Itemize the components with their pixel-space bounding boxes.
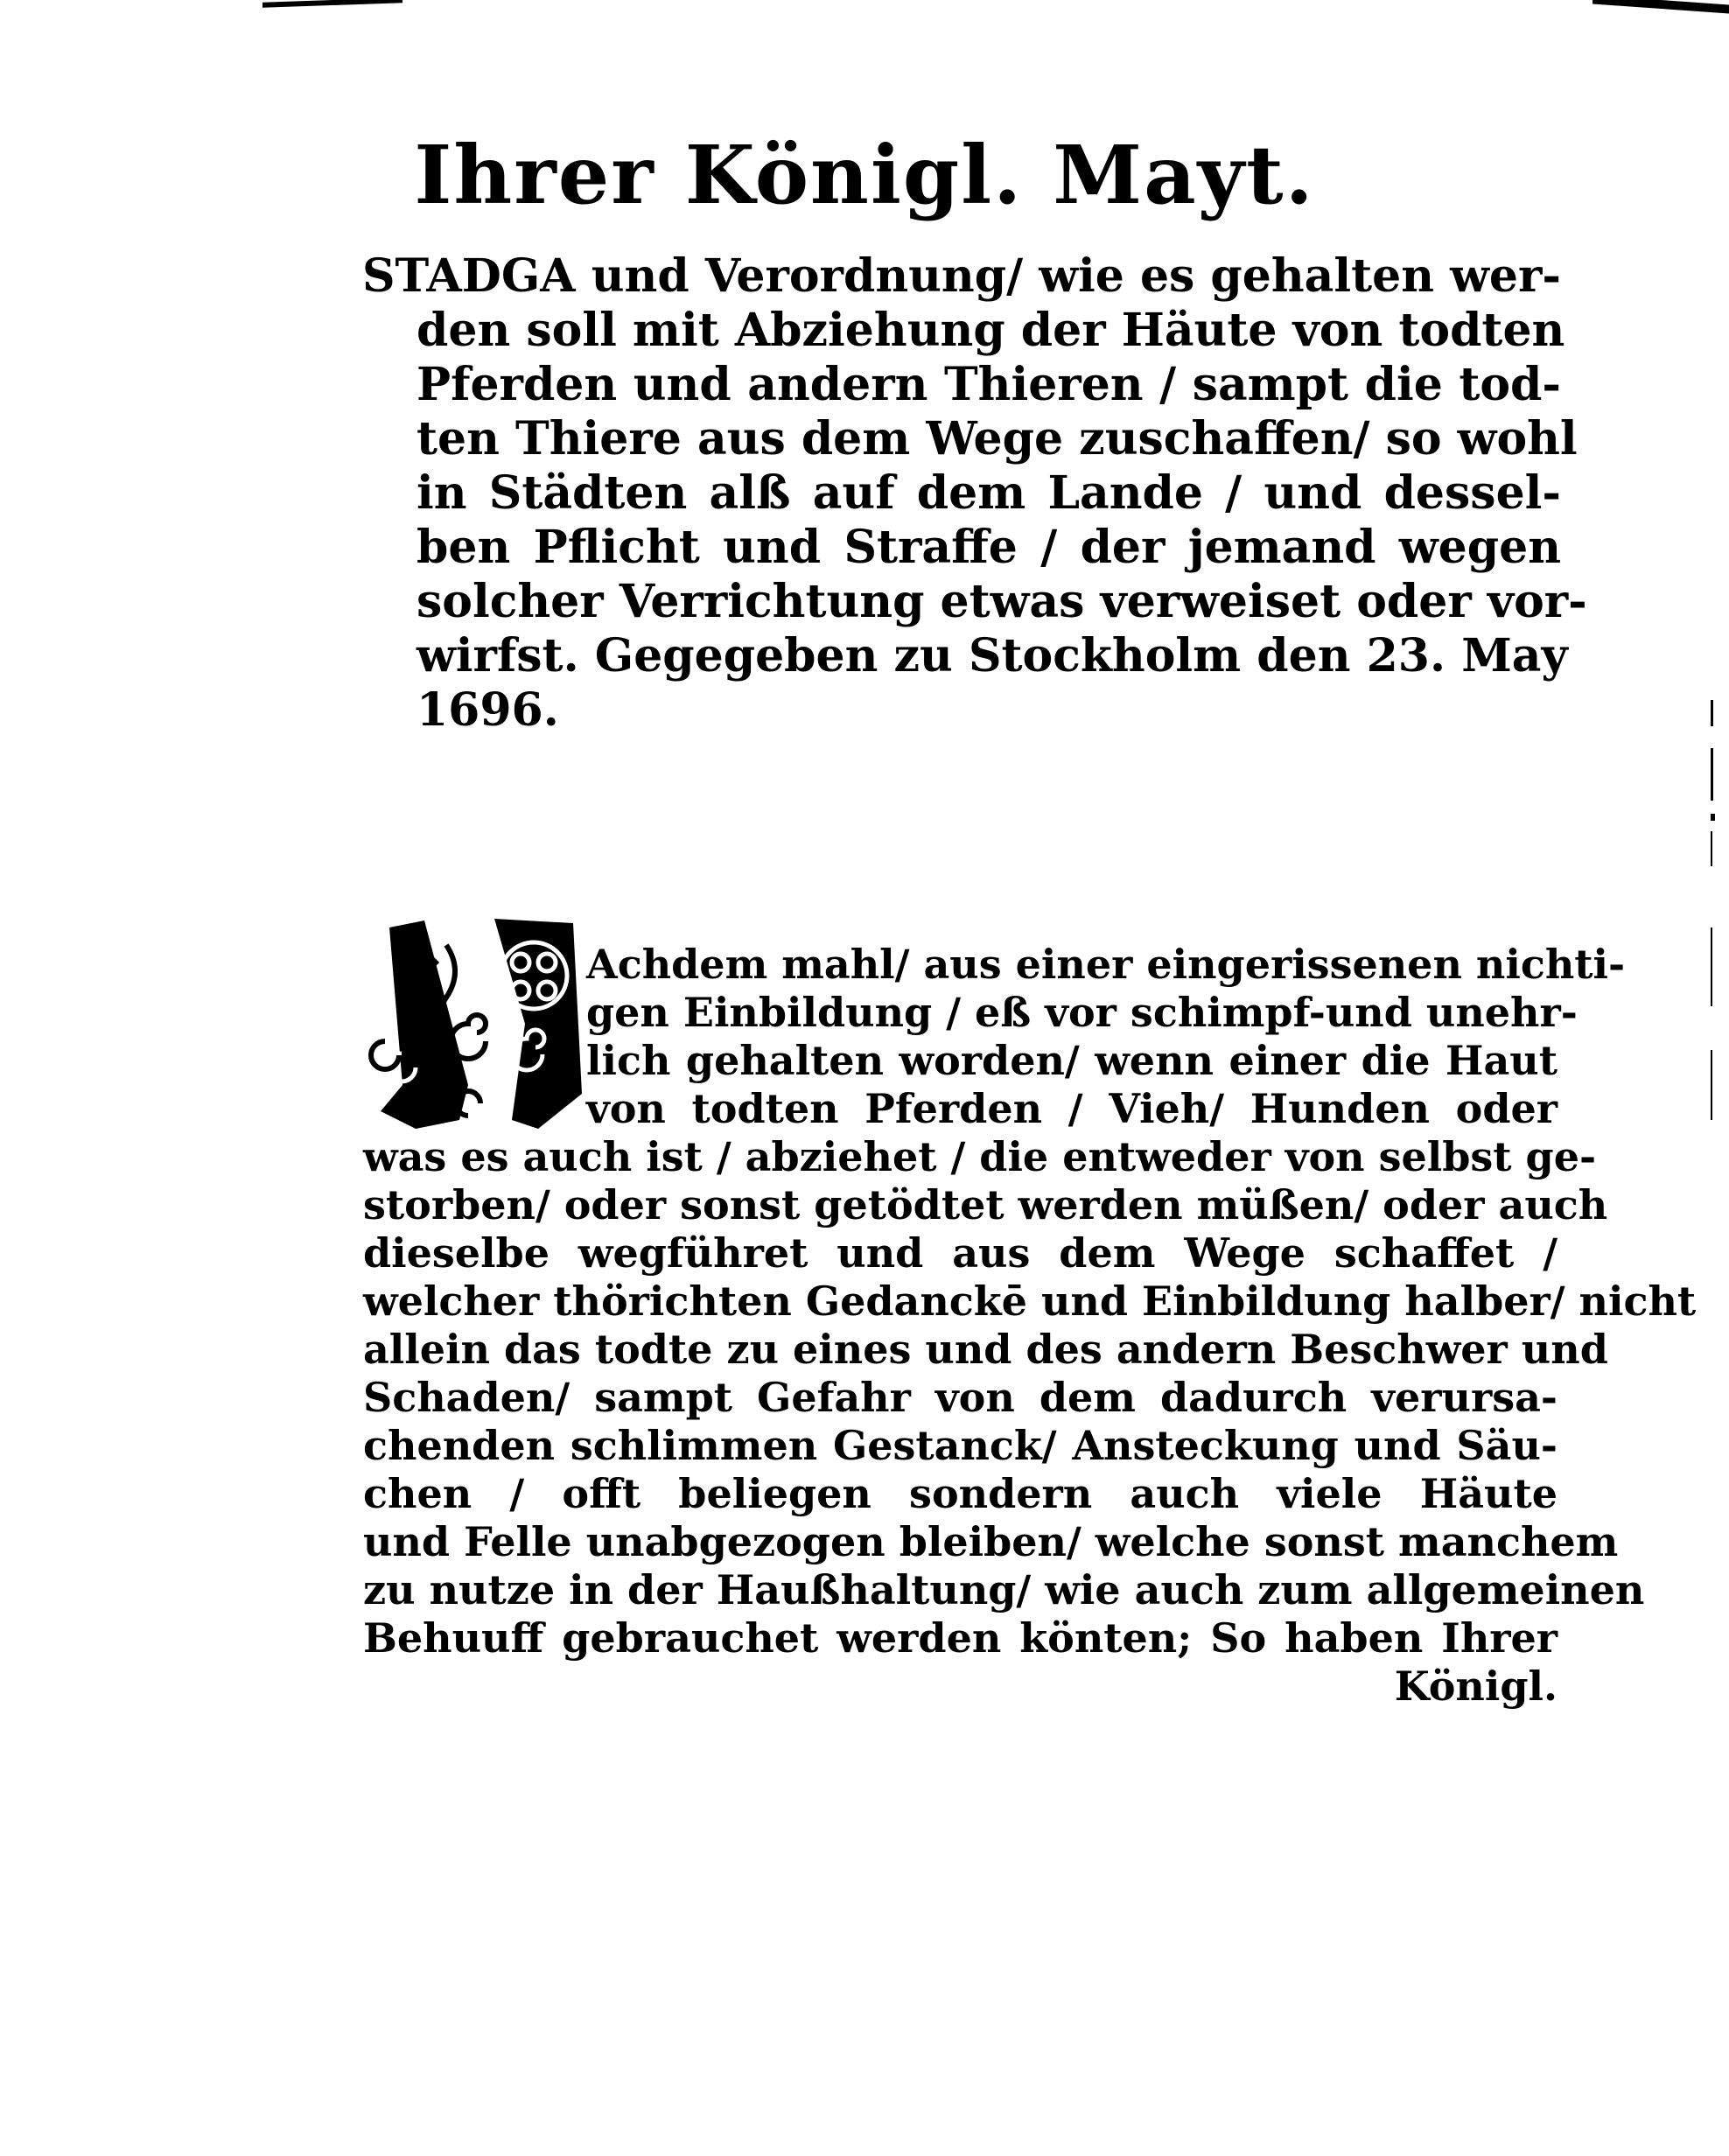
body-line: storben/ oder sonst getödtet werden müßen/ oder auch [363,1181,1608,1228]
body-line: Achdem mahl/ aus einer eingerissenen nichti- [586,941,1626,988]
body-line: was es auch ist / abziehet / die entweder von selbst ge- [363,1133,1597,1180]
body-line: chenden schlimmen Gestanck/ Ansteckung und Säu- [363,1422,1558,1469]
heading-line: ben Pflicht und Straffe / der jemand wegen [416,521,1561,574]
scan-edge-top-left [262,0,402,8]
body-line: Behuuff gebrauchet werden könten; So haben Ihrer [363,1614,1558,1662]
ordinance-body [363,917,1697,1711]
page-title: Ihrer Königl. Mayt. [414,128,1315,222]
catchword: Königl. [1394,1662,1558,1710]
heading-line: 1696. [416,683,559,737]
heading-line: solcher Verrichtung etwas verweiset oder vor- [416,575,1587,628]
heading-line: wirfst. Gegegeben zu Stockholm den 23. May [416,629,1568,682]
body-line: und Felle unabgezogen bleiben/ welche sonst manchem [363,1518,1619,1565]
body-line: Schaden/ sampt Gefahr von dem dadurch verursa- [363,1374,1558,1421]
body-line: zu nutze in der Haußhaltung/ wie auch zum allgemeinen [363,1566,1645,1614]
scan-edge-top-right [1592,0,1729,13]
body-line: allein das todte zu eines und des andern Beschwer und [363,1326,1608,1373]
heading-line: den soll mit Abziehung der Häute von todten [416,304,1565,357]
heading-line: in Städten alß auf dem Lande / und dessel- [416,466,1561,520]
body-line: von todten Pferden / Vieh/ Hunden oder [586,1085,1558,1132]
body-line: gen Einbildung / eß vor schimpf-und unehr- [586,989,1578,1036]
heading-line: Pferden und andern Thieren / sampt die tod- [416,358,1561,411]
heading-line: ten Thiere aus dem Wege zuschaffen/ so wohl [416,412,1578,466]
body-line: chen / offt beliegen sondern auch viele Häute [363,1470,1558,1517]
heading-line: STADGA und Verordnung/ wie es gehalten wer- [362,249,1561,303]
scan-margin-marks [1711,700,1716,1575]
ordinance-heading [362,249,1587,738]
body-line: dieselbe wegführet und aus dem Wege schaffet / [363,1229,1558,1277]
body-line: welcher thörichten Gedanckē und Einbildung halber/ nicht [363,1278,1697,1325]
body-line: lich gehalten worden/ wenn einer die Haut [586,1037,1558,1084]
